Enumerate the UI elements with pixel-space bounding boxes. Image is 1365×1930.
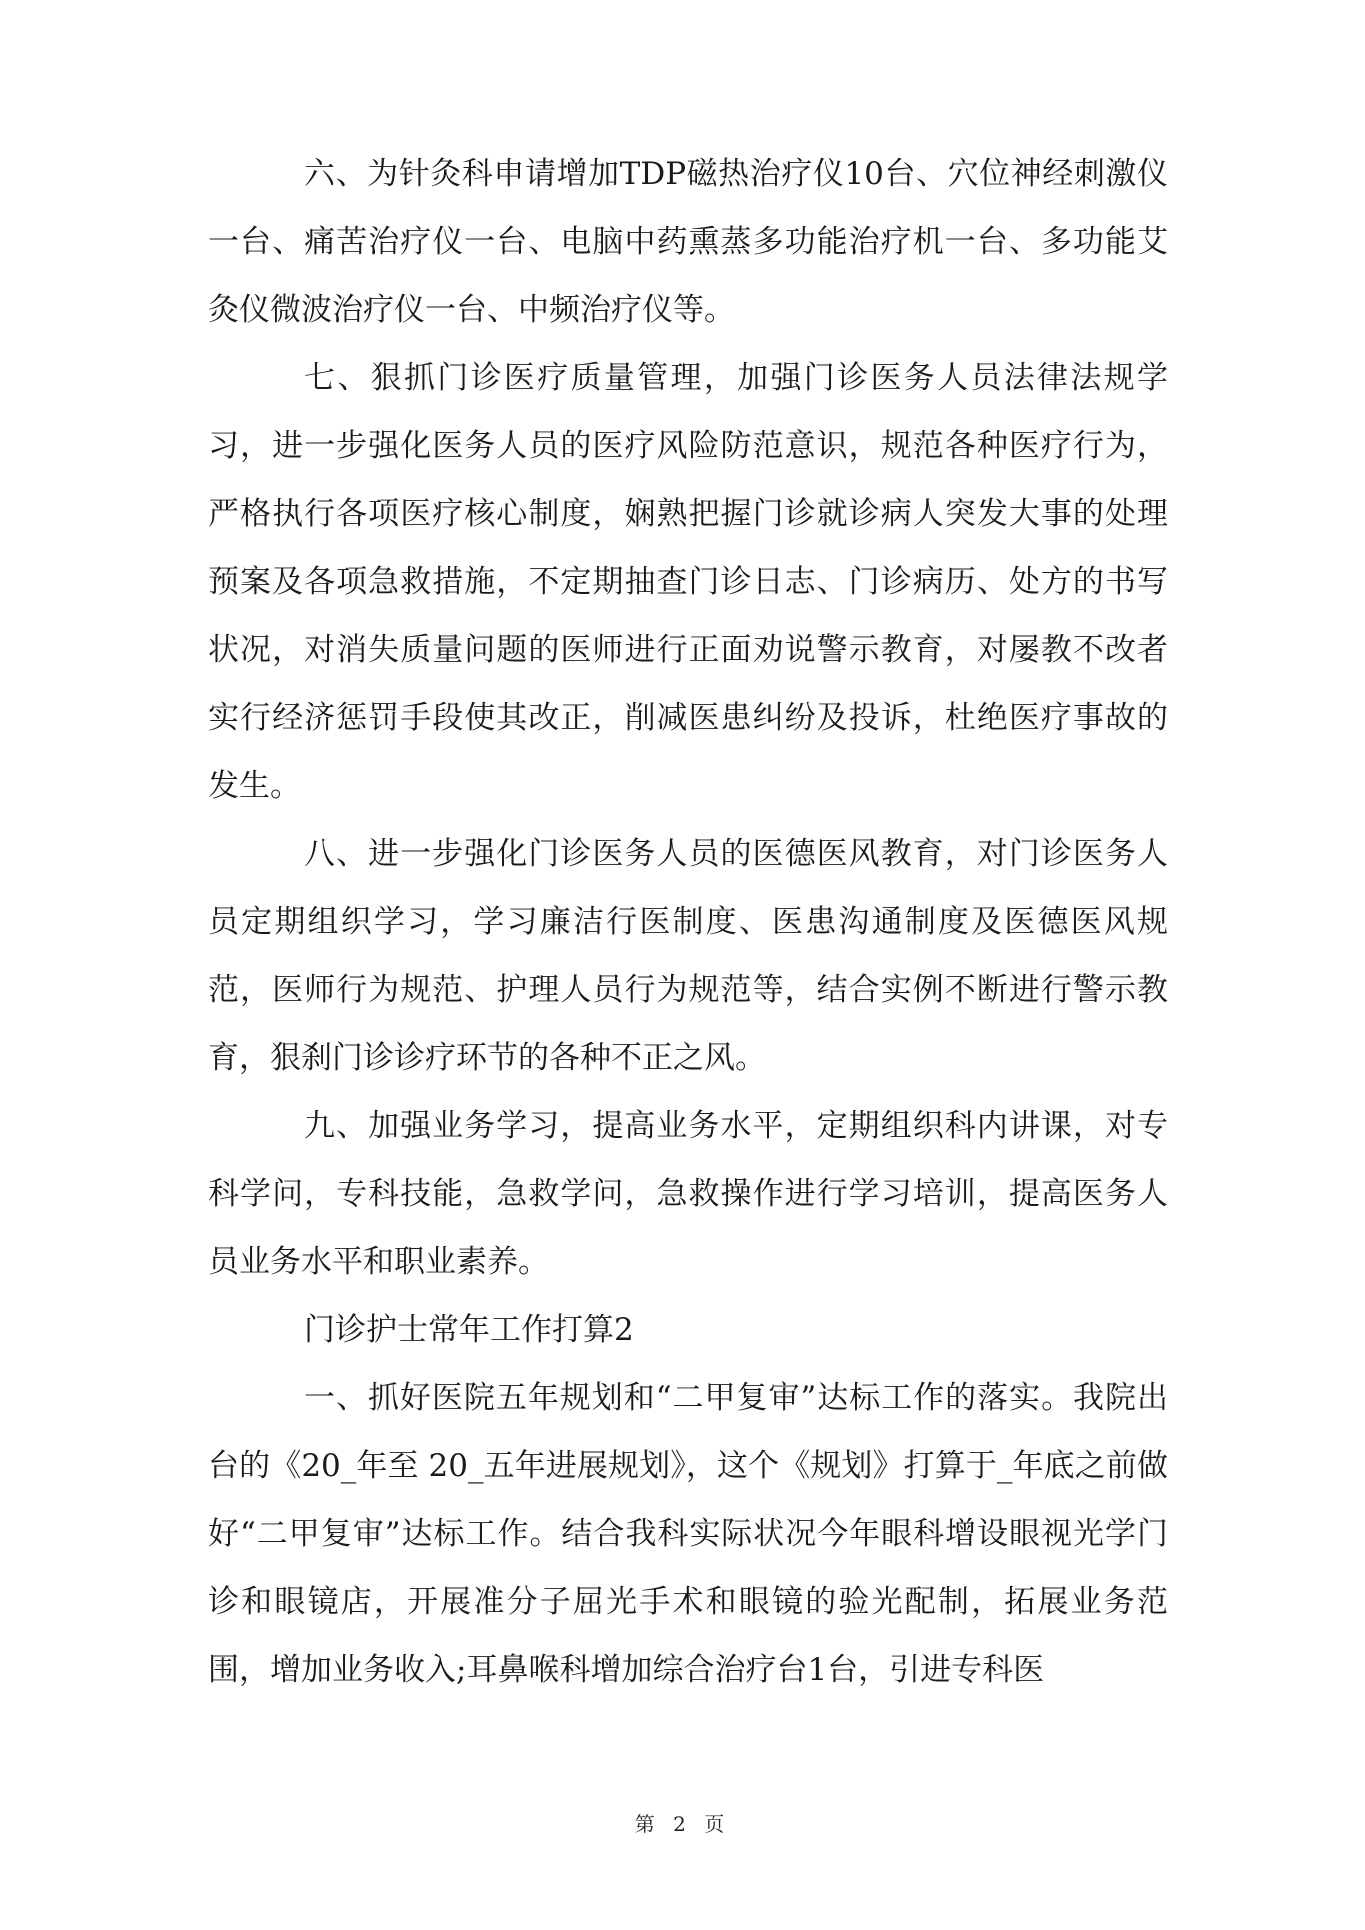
paragraph-item-8: 八、进一步强化门诊医务人员的医德医风教育，对门诊医务人员定期组织学习，学习廉洁行医制度、医患沟通制度及医德医风规范，医师行为规范、护理人员行为规范等，结合实例不断进行警示教育，狠刹门诊诊疗环节的各种不正之风。	[208, 836, 1168, 1076]
page-number: 第 2 页	[634, 1812, 731, 1836]
paragraph-item-6: 六、为针灸科申请增加TDP磁热治疗仪10台、穴位神经刺激仪一台、痛苦治疗仪一台、电脑中药熏蒸多功能治疗机一台、多功能艾灸仪微波治疗仪一台、中频治疗仪等。	[208, 156, 1168, 328]
paragraph-item-1: 一、抓好医院五年规划和“二甲复审”达标工作的落实。我院出台的《20_年至 20_五年进展规划》，这个《规划》打算于_年底之前做好“二甲复审”达标工作。结合我科实际状况今年眼科增设眼视光学门诊和眼镜店，开展准分子屈光手术和眼镜的验光配制，拓展业务范围，增加业务收入;耳鼻喉科增加综合治疗台1台，引进专科医	[208, 1380, 1168, 1688]
paragraph-item-9: 九、加强业务学习，提高业务水平，定期组织科内讲课，对专科学问，专科技能，急救学问，急救操作进行学习培训，提高医务人员业务水平和职业素养。	[208, 1108, 1168, 1280]
paragraph-item-7: 七、狠抓门诊医疗质量管理，加强门诊医务人员法律法规学习，进一步强化医务人员的医疗风险防范意识，规范各种医疗行为，严格执行各项医疗核心制度，娴熟把握门诊就诊病人突发大事的处理预案及各项急救措施，不定期抽查门诊日志、门诊病历、处方的书写状况，对消失质量问题的医师进行正面劝说警示教育，对屡教不改者实行经济惩罚手段使其改正，削减医患纠纷及投诉，杜绝医疗事故的发生。	[208, 360, 1168, 804]
section-heading: 门诊护士常年工作打算2	[304, 1312, 634, 1348]
document-body	[208, 140, 1168, 1704]
